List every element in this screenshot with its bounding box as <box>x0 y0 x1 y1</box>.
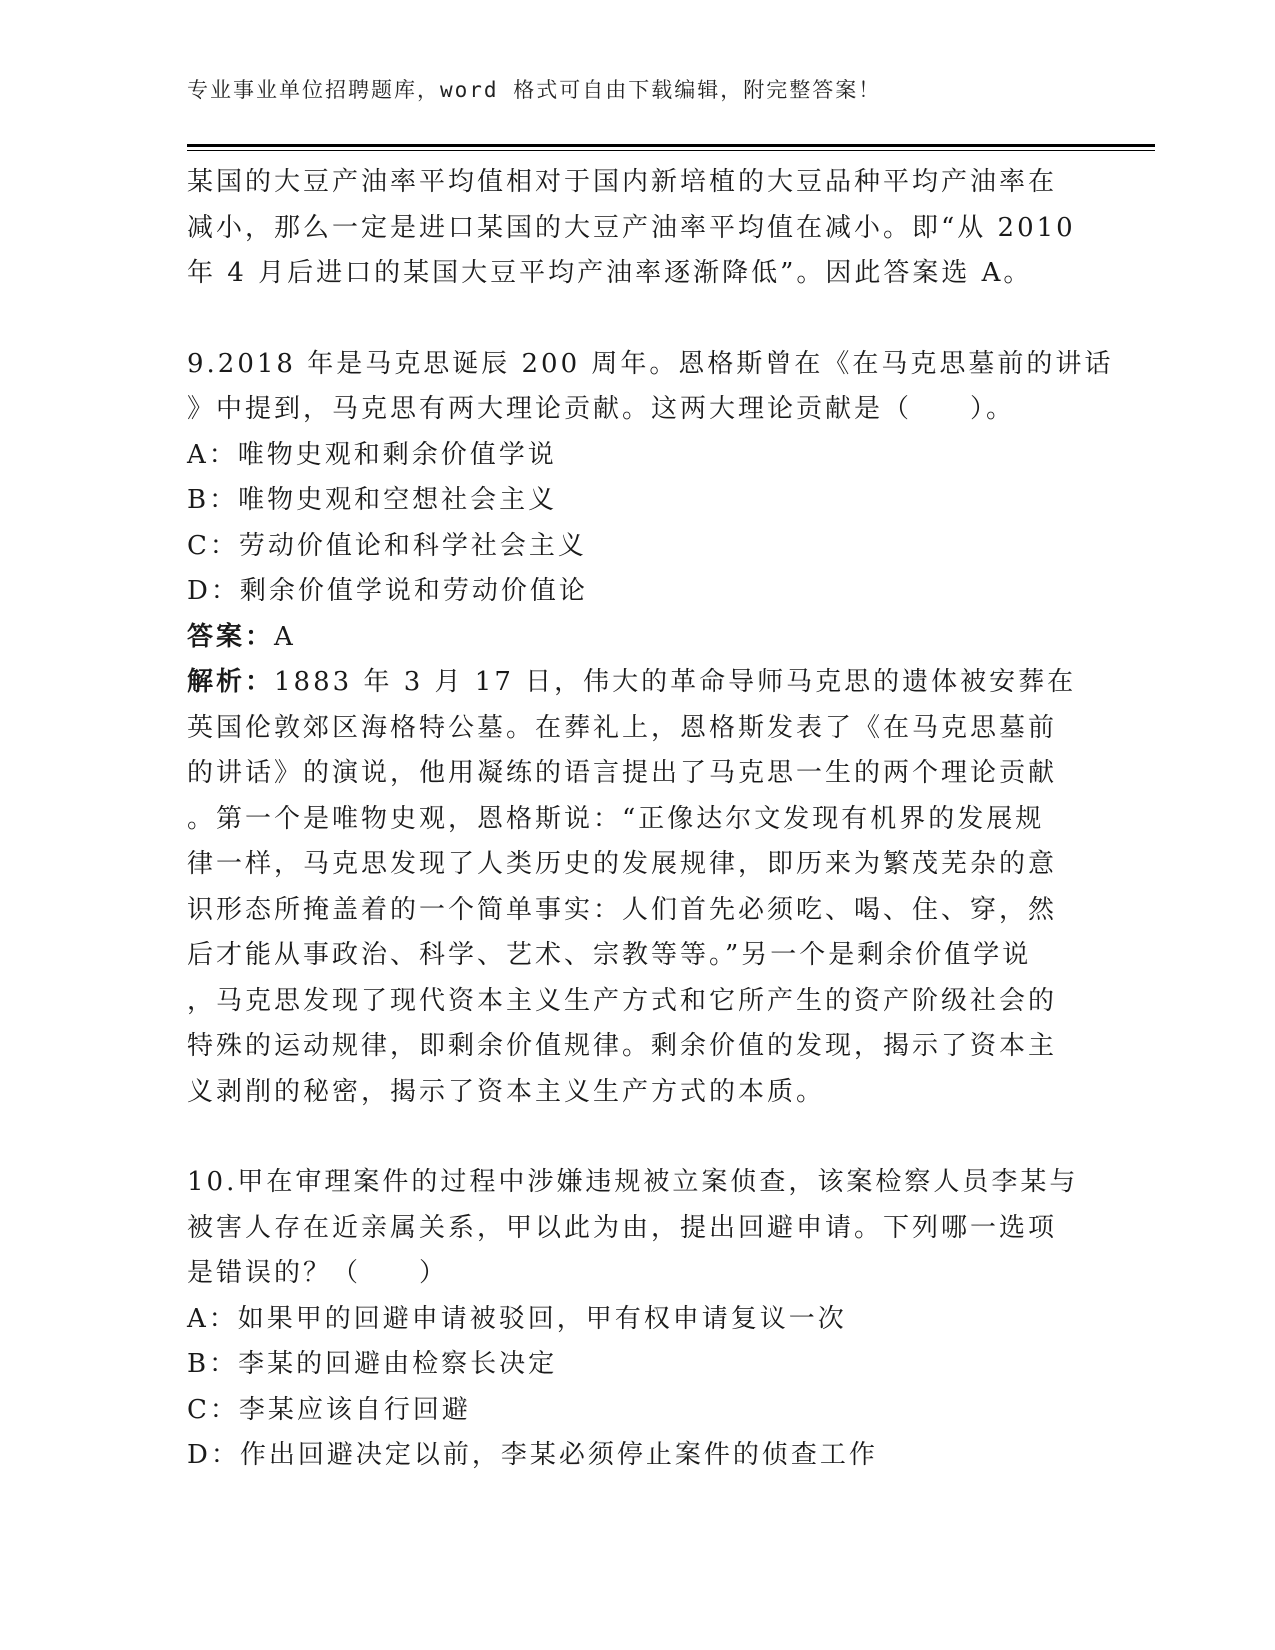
text-line: 某国的大豆产油率平均值相对于国内新培植的大豆品种平均产油率在 <box>187 167 1058 197</box>
option-d: D：作出回避决定以前，李某必须停止案件的侦查工作 <box>187 1440 878 1470</box>
question-stem-line: 9.2018 年是马克思诞辰 200 周年。恩格斯曾在《在马克思墓前的讲话 <box>187 348 1114 379</box>
text-line: 减小，那么一定是进口某国的大豆产油率平均值在减小。即“从 2010 <box>187 212 1076 243</box>
analysis-line: 后才能从事政治、科学、艺术、宗教等等。”另一个是剩余价值学说 <box>187 940 1032 970</box>
question-stem-line: 是错误的？（ ） <box>187 1258 449 1288</box>
option-b: B：唯物史观和空想社会主义 <box>187 485 558 515</box>
option-b: B：李某的回避由检察长决定 <box>187 1349 558 1379</box>
option-a: A：唯物史观和剩余价值学说 <box>187 439 557 470</box>
header-rule-thick <box>187 144 1155 147</box>
question-stem-line: 》中提到，马克思有两大理论贡献。这两大理论贡献是（ ）。 <box>187 394 1016 424</box>
text-line: 年 4 月后进口的某国大豆平均产油率逐渐降低”。因此答案选 A。 <box>187 258 1033 288</box>
option-d: D：剩余价值学说和劳动价值论 <box>187 576 588 606</box>
previous-explanation <box>187 160 1077 297</box>
answer-label: 答案： <box>187 621 275 652</box>
question-stem-line: 10.甲在审理案件的过程中涉嫌违规被立案侦查，该案检察人员李某与 <box>187 1167 1079 1197</box>
header-rule-thin <box>187 150 1155 151</box>
analysis-line: 义剥削的秘密，揭示了资本主义生产方式的本质。 <box>187 1076 826 1107</box>
page-header: 专业事业单位招聘题库，word 格式可自由下载编辑，附完整答案！ <box>187 78 882 102</box>
analysis-line: 。第一个是唯物史观，恩格斯说：“正像达尔文发现有机界的发展规 <box>187 803 1045 834</box>
answer-line <box>187 615 1077 661</box>
option-c: C：劳动价值论和科学社会主义 <box>187 530 587 561</box>
answer-value: A <box>274 621 296 652</box>
option-a: A：如果甲的回避申请被驳回，甲有权申请复议一次 <box>187 1303 847 1334</box>
document-body <box>187 160 1114 1479</box>
analysis-line: 的讲话》的演说，他用凝练的语言提出了马克思一生的两个理论贡献 <box>187 758 1058 788</box>
analysis-line: ，马克思发现了现代资本主义生产方式和它所产生的资产阶级社会的 <box>187 985 1058 1016</box>
analysis-text: 1883 年 3 月 17 日，伟大的革命导师马克思的遗体被安葬在 <box>274 667 1077 697</box>
question-10 <box>187 1160 1077 1479</box>
option-c: C：李某应该自行回避 <box>187 1394 471 1425</box>
question-9 <box>187 342 1114 1116</box>
analysis-line: 识形态所掩盖着的一个简单事实：人们首先必须吃、喝、住、穿，然 <box>187 894 1058 925</box>
analysis-line <box>187 660 1077 706</box>
analysis-line: 特殊的运动规律，即剩余价值规律。剩余价值的发现，揭示了资本主 <box>187 1031 1058 1061</box>
analysis-line: 英国伦敦郊区海格特公墓。在葬礼上，恩格斯发表了《在马克思墓前 <box>187 712 1058 743</box>
analysis-label: 解析： <box>187 667 275 697</box>
question-stem-line: 被害人存在近亲属关系，甲以此为由，提出回避申请。下列哪一选项 <box>187 1212 1058 1243</box>
analysis-line: 律一样，马克思发现了人类历史的发展规律，即历来为繁茂芜杂的意 <box>187 849 1058 879</box>
